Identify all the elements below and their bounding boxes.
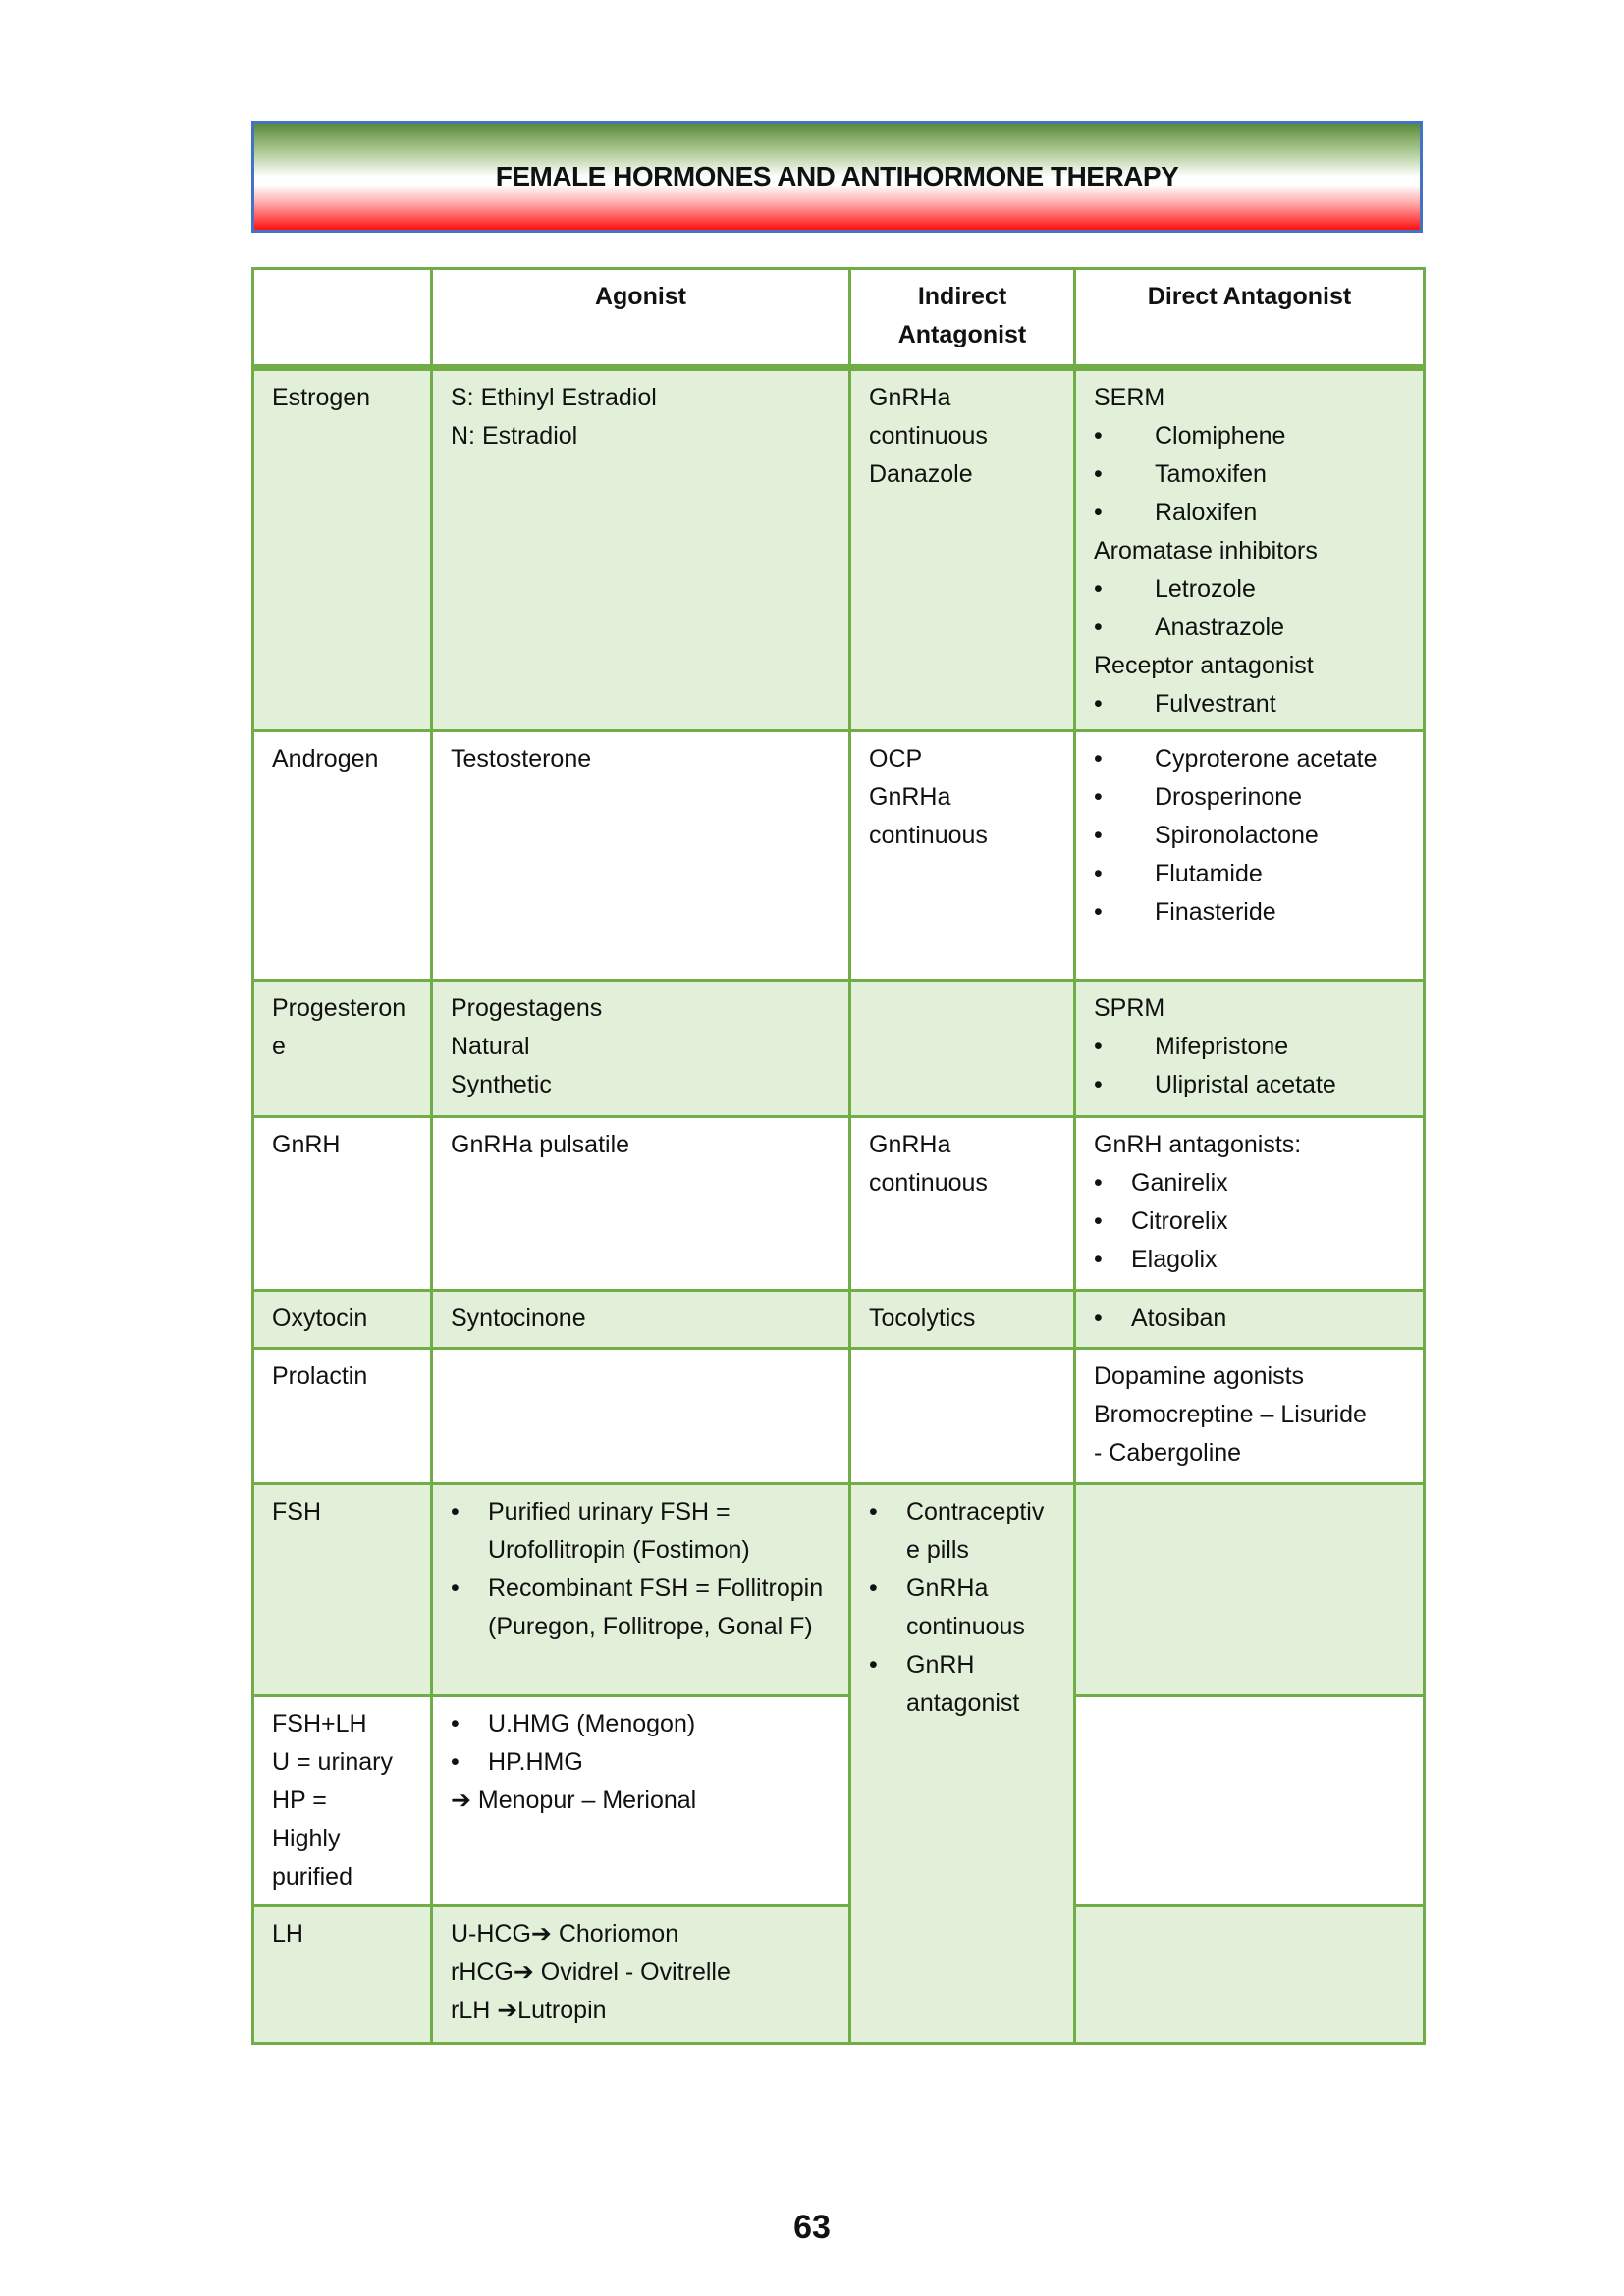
page-number: 63 [793, 2209, 831, 2246]
bullet-item: • Ulipristal acetate [1094, 1066, 1405, 1104]
cell-hormone [253, 1349, 432, 1484]
cell-agonist [432, 1117, 850, 1291]
cell-direct [1075, 1906, 1425, 2044]
bullet-item: • Anastrazole [1094, 609, 1405, 647]
cell-hormone [253, 1117, 432, 1291]
bullet-item: • Finasteride [1094, 893, 1405, 932]
cell-text: N: Estradiol [451, 422, 578, 450]
cell-hormone [253, 1906, 432, 2044]
table-row [253, 1117, 1425, 1291]
bullet-item: • Drosperinone [1094, 778, 1405, 817]
header-direct-antagonist: Direct Antagonist [1075, 269, 1425, 368]
cell-direct [1075, 1117, 1425, 1291]
bullet-item: • Raloxifen [1094, 494, 1405, 532]
cell-text: FSH [272, 1498, 321, 1525]
cell-agonist [432, 1291, 850, 1349]
cell-text: GnRHa pulsatile [451, 1131, 630, 1158]
table-row [253, 1906, 1425, 2044]
cell-text: continuous [869, 422, 988, 450]
cell-hormone [253, 731, 432, 981]
cell-text: SPRM [1094, 994, 1165, 1022]
cell-indirect [850, 981, 1075, 1117]
bullet-item: • GnRH antagonist [869, 1646, 1056, 1723]
bullet-item: • Cyproterone acetate [1094, 740, 1405, 778]
cell-hormone [253, 981, 432, 1117]
cell-text: FSH+LH [272, 1710, 367, 1737]
bullet-item: • Tamoxifen [1094, 455, 1405, 494]
cell-text: Testosterone [451, 745, 592, 773]
cell-text: LH [272, 1920, 303, 1948]
table-row [253, 731, 1425, 981]
bullet-item: • Flutamide [1094, 855, 1405, 893]
cell-indirect [850, 731, 1075, 981]
cell-text: ➔ Menopur – Merional [451, 1787, 697, 1814]
header-hormone [253, 269, 432, 368]
cell-indirect [850, 368, 1075, 731]
table-row [253, 981, 1425, 1117]
cell-text: rHCG➔ Ovidrel - Ovitrelle [451, 1958, 731, 1986]
bullet-item: • Citrorelix [1094, 1202, 1405, 1241]
cell-text: Prolactin [272, 1362, 368, 1390]
cell-text: Estrogen [272, 384, 371, 411]
bullet-item: • Letrozole [1094, 570, 1405, 609]
cell-text: Receptor antagonist [1094, 652, 1314, 679]
cell-indirect [850, 1484, 1075, 2044]
bullet-item: • Mifepristone [1094, 1028, 1405, 1066]
cell-text: Aromatase inhibitors [1094, 537, 1318, 564]
cell-text: GnRHa [869, 384, 951, 411]
bullet-item: • Atosiban [1094, 1300, 1405, 1338]
bullet-item: • Recombinant FSH = Follitropin (Puregon, Follitrope, Gonal F) [451, 1570, 831, 1646]
cell-text: SERM [1094, 384, 1165, 411]
cell-text: GnRHa [869, 1131, 951, 1158]
cell-agonist [432, 1906, 850, 2044]
bullet-item: • Elagolix [1094, 1241, 1405, 1279]
cell-text: continuous [869, 822, 988, 849]
cell-text: continuous [869, 1169, 988, 1197]
hormone-therapy-table [251, 267, 1426, 2045]
cell-direct [1075, 731, 1425, 981]
cell-indirect [850, 1349, 1075, 1484]
cell-text: Bromocreptine – Lisuride [1094, 1401, 1367, 1428]
cell-text: Synthetic [451, 1071, 552, 1098]
cell-text: Androgen [272, 745, 379, 773]
cell-text: OCP [869, 745, 923, 773]
bullet-item: • HP.HMG [451, 1743, 831, 1782]
cell-text: GnRH antagonists: [1094, 1131, 1302, 1158]
cell-indirect [850, 1291, 1075, 1349]
cell-text: GnRH [272, 1131, 341, 1158]
table-row [253, 1291, 1425, 1349]
cell-agonist [432, 981, 850, 1117]
bullet-item: • GnRHa continuous [869, 1570, 1056, 1646]
bullet-item: • Spironolactone [1094, 817, 1405, 855]
cell-text: S: Ethinyl Estradiol [451, 384, 657, 411]
cell-hormone [253, 1696, 432, 1906]
table-header-row [253, 269, 1425, 368]
cell-text: Tocolytics [869, 1305, 976, 1332]
page-title: FEMALE HORMONES AND ANTIHORMONE THERAPY [495, 161, 1179, 191]
table-row [253, 1696, 1425, 1906]
cell-agonist [432, 1484, 850, 1696]
table-row [253, 1484, 1425, 1696]
cell-text: Syntocinone [451, 1305, 586, 1332]
cell-direct [1075, 368, 1425, 731]
cell-indirect [850, 1117, 1075, 1291]
table-row [253, 368, 1425, 731]
cell-text: Progesterone [272, 994, 406, 1060]
table-row [253, 1349, 1425, 1484]
cell-text: rLH ➔Lutropin [451, 1997, 607, 2024]
cell-direct [1075, 1349, 1425, 1484]
bullet-item: • U.HMG (Menogon) [451, 1705, 831, 1743]
cell-text: GnRHa [869, 783, 951, 811]
header-indirect-antagonist: Indirect Antagonist [850, 269, 1075, 368]
cell-direct [1075, 1291, 1425, 1349]
cell-text: U-HCG➔ Choriomon [451, 1920, 679, 1948]
cell-text: HP = [272, 1787, 327, 1814]
cell-agonist [432, 731, 850, 981]
cell-hormone [253, 1291, 432, 1349]
page-title-banner [251, 121, 1423, 233]
cell-direct [1075, 1696, 1425, 1906]
cell-direct [1075, 1484, 1425, 1696]
bullet-item: • Ganirelix [1094, 1164, 1405, 1202]
cell-agonist [432, 1696, 850, 1906]
cell-hormone [253, 368, 432, 731]
cell-direct [1075, 981, 1425, 1117]
cell-text: U = urinary [272, 1748, 393, 1776]
cell-hormone [253, 1484, 432, 1696]
bullet-item: • Fulvestrant [1094, 685, 1405, 723]
cell-text: Dopamine agonists [1094, 1362, 1305, 1390]
cell-agonist [432, 1349, 850, 1484]
cell-text: Progestagens [451, 994, 603, 1022]
cell-text: - Cabergoline [1094, 1439, 1242, 1467]
cell-text: Natural [451, 1033, 530, 1060]
header-agonist: Agonist [432, 269, 850, 368]
cell-text: Highly purified [272, 1825, 352, 1891]
cell-text: Oxytocin [272, 1305, 368, 1332]
cell-agonist [432, 368, 850, 731]
cell-text: Danazole [869, 460, 973, 488]
bullet-item: • Contraceptive pills [869, 1493, 1056, 1570]
bullet-item: • Purified urinary FSH = Urofollitropin (Fostimon) [451, 1493, 831, 1570]
bullet-item: • Clomiphene [1094, 417, 1405, 455]
